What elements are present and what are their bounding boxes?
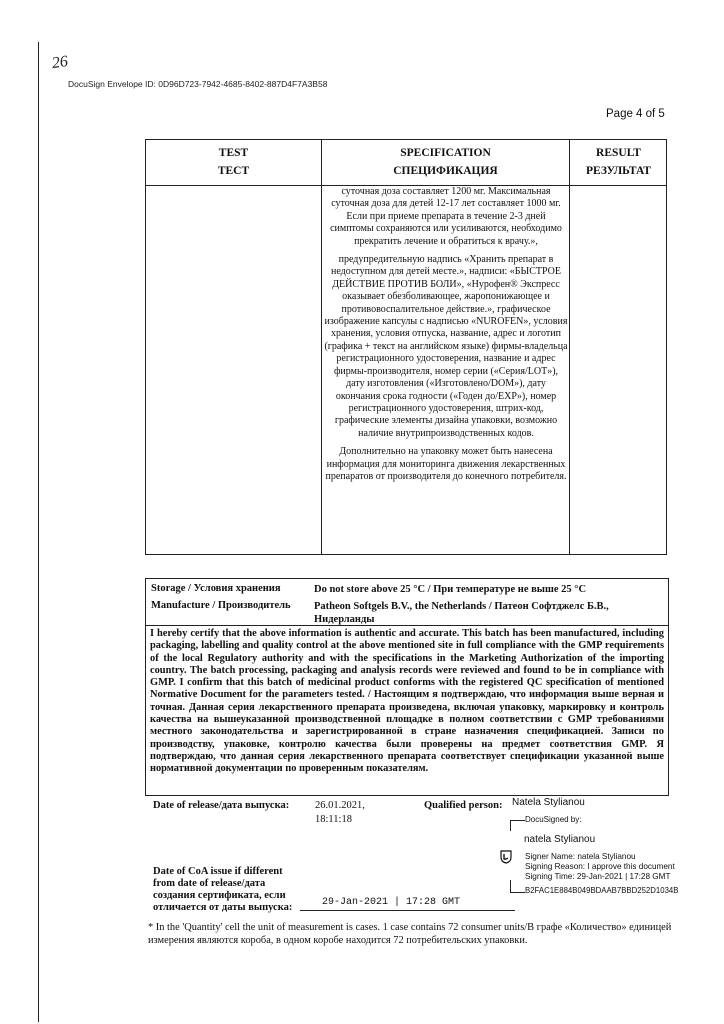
specification-cell (324, 186, 568, 489)
quantity-footnote: * In the 'Quantity' cell the unit of measurement is cases. 1 case contains 72 consumer units/В графе «Количество» единицей измерения являются коробa, в одном коробе находится 72 потребительских упаковки. (148, 922, 672, 946)
manufacture-label: Manufacture / Производитель (151, 600, 291, 611)
qualified-person-label: Qualified person: (424, 800, 503, 811)
qualified-person-name: Natela Stylianou (512, 797, 585, 808)
release-date-value: 26.01.2021, (315, 800, 365, 811)
result-header-en: RESULT (596, 147, 641, 159)
release-date-label: Date of release/дата выпуска: (153, 800, 290, 811)
test-header-ru: ТЕСТ (217, 165, 250, 177)
table-column-divider (321, 140, 322, 554)
storage-label: Storage / Условия хранения (151, 583, 281, 594)
spec-paragraph: предупредительную надпись «Хранить препарат в недоступном для детей месте.», надписи: «БЫСТРОЕ ДЕЙСТВИЕ ПРОТИВ БОЛИ», «Нурофен® Экспресс оказывает обезболивающее, жаропонижающее и противовоспалительное действие.», графическое изображение капсулы с надписью «NUROFEN», условия хранения, условия отпуска, название, адрес и логотип (графика + текст на английском языке) фирмы-владельца регистрационного удостоверения, название и адрес фирмы-производителя, номер серии («Серия/LOT»), дату изготовления («Изготовлено/DOM»), дату окончания срока годности («Годен до/EXP»), номер регистрационного удостоверения, штрих-код, графические элементы дизайна упаковки, возможно наличие внутрипроизводственных кодов. (324, 254, 568, 439)
coa-underline (300, 910, 515, 911)
coa-issue-value: 29-Jan-2021 | 17:28 GMT (322, 897, 461, 908)
docusign-signer-name: Signer Name: natela Stylianou (525, 852, 636, 861)
spec-paragraph: суточная доза составляет 1200 мг. Максимальная суточная доза для детей 12-17 лет составляет 1000 мг. Если при приеме препарата в течение 2-3 дней симптомы сохраняются или усиливаются, необходимо прекратить лечение и обратиться к врачу.», (330, 186, 562, 247)
docusign-signing-time: Signing Time: 29-Jan-2021 | 17:28 GMT (525, 872, 671, 881)
coa-issue-label: Date of CoA issue if different from date of release/дата создания сертификата, если отличается от даты выпуска: (153, 866, 293, 913)
certification-text: I hereby certify that the above information is authentic and accurate. This batch has been manufactured, including packaging, labelling and quality control at the above mentioned site in full compliance with the GMP requirements of the local Regulatory authority and with the specifications in the Marketing Authorization of the importing country. The batch processing, packaging and analysis records were reviewed and found to be in compliance with GMP. I confirm that this batch of medicinal product conforms with the registered QC specification of mentioned Normative Document for the parameters tested. / Настоящим я подтверждаю, что информация выше верная и точная. Данная серия лекарственного препарата произведена, включая упаковку, маркировку и контроль качества на вышеуказанной производственной площадке в полном соответствии с GMP требованиями местного законодательства и зарегистрированной в стране назначения спецификацией. Записи по производству, упаковке, контролю качества были проверены на предмет соответствия GMP. Я подтверждаю, что данная серия лекарственного препарата соответствует спецификации указанной выше нормативной документации по проверенным показателям. (150, 628, 664, 775)
table-column-divider (569, 140, 570, 554)
test-header (146, 144, 321, 180)
spec-header-ru: СПЕЦИФИКАЦИЯ (393, 165, 498, 177)
docusign-signing-reason: Signing Reason: I approve this document (525, 862, 675, 871)
result-header-ru: РЕЗУЛЬТАТ (586, 165, 651, 177)
storage-value: Do not store above 25 °C / При температуре не выше 25 °C (314, 584, 587, 595)
release-time-value: 18:11:18 (315, 814, 352, 825)
page-indicator: Page 4 of 5 (606, 108, 665, 120)
docusign-hash: B2FAC1E884B049BDAAB7BBD252D1034B (525, 886, 679, 895)
test-header-en: TEST (218, 147, 249, 159)
docusign-signature: natela Stylianou (524, 834, 596, 845)
storage-manufacture-box (145, 578, 669, 626)
spec-header-en: SPECIFICATION (400, 147, 491, 159)
docusign-details (525, 852, 675, 882)
docusign-envelope-id: DocuSign Envelope ID: 0D96D723-7942-4685-8402-887D4F7A3B58 (68, 79, 328, 89)
certification-statement (145, 626, 669, 796)
docusign-bracket-top (510, 820, 525, 831)
docusign-shield-icon (500, 850, 512, 864)
docusign-signed-by: DocuSigned by: (525, 815, 582, 824)
spec-paragraph: Дополнительно на упаковку может быть нанесена информация для мониторинга движения лекарственных препаратов от производителя до конечного потребителя. (325, 446, 567, 482)
left-margin-line (38, 42, 39, 1022)
docusign-bracket-bottom (510, 880, 525, 893)
result-header (570, 144, 667, 180)
specification-table (145, 139, 667, 555)
specification-header (322, 144, 569, 180)
handwritten-page-mark: 26 (50, 52, 70, 73)
manufacture-value: Patheon Softgels B.V., the Netherlands / Патеон Софтджелс Б.В., Нидерланды (314, 601, 609, 625)
